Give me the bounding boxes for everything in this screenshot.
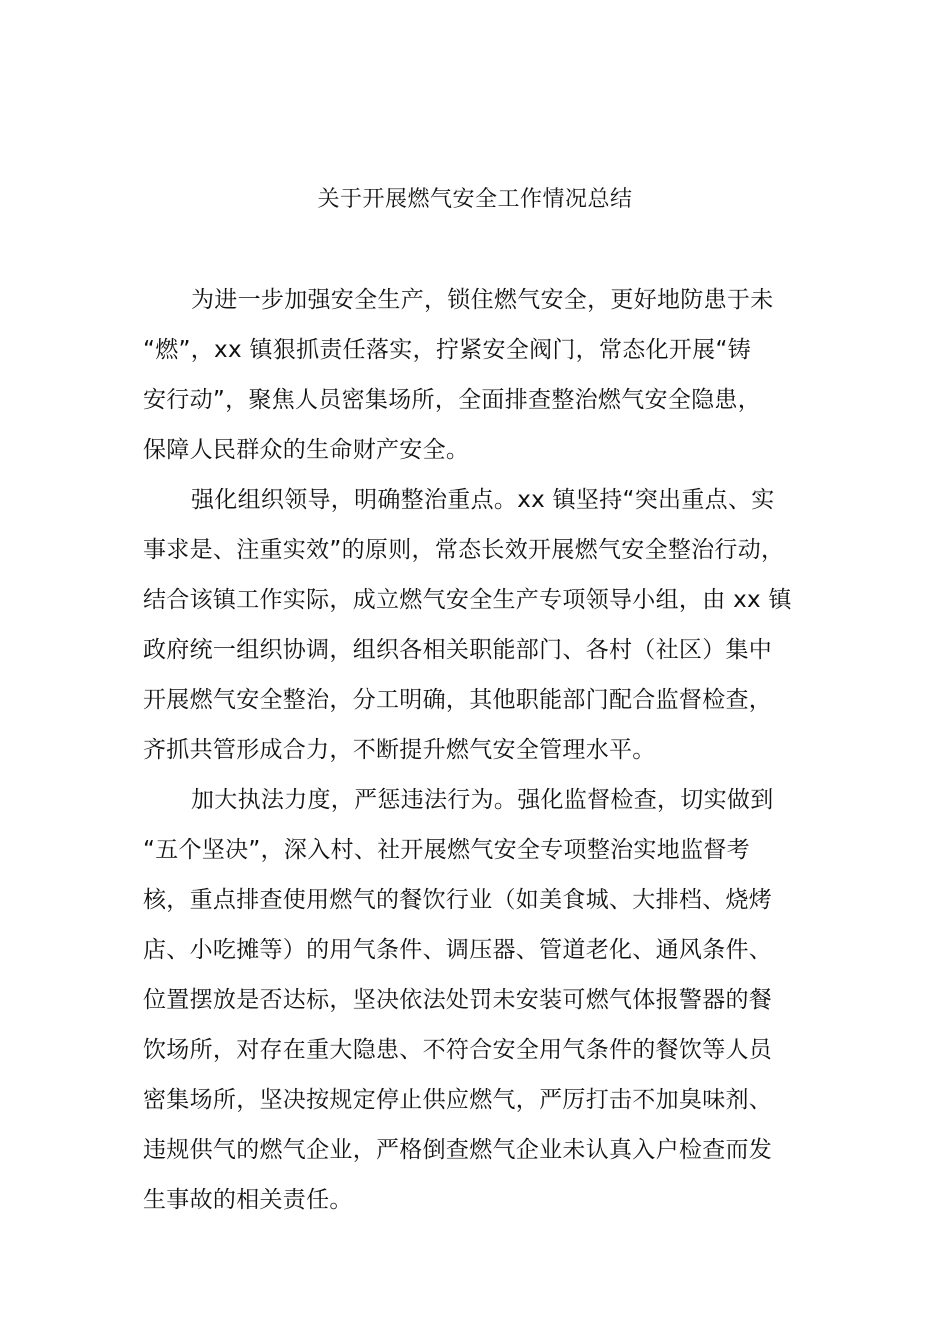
paragraph-line: 密集场所，坚决按规定停止供应燃气，严厉打击不加臭味剂、 [143,1087,773,1113]
paragraph-line: 保障人民群众的生命财产安全。 [143,437,470,463]
paragraph-line: “五个坚决”，深入村、社开展燃气安全专项整治实地监督考 [143,837,750,863]
paragraph-line: 核，重点排查使用燃气的餐饮行业（如美食城、大排档、烧烤 [143,887,773,913]
document-title: 关于开展燃气安全工作情况总结 [317,187,633,212]
document-body [143,280,823,1230]
paragraph-line: 为进一步加强安全生产，锁住燃气安全，更好地防患于未 [191,287,774,313]
paragraph-line: “燃”，xx 镇狠抓责任落实，拧紧安全阀门，常态化开展“铸 [143,337,751,363]
paragraph-line: 饮场所，对存在重大隐患、不符合安全用气条件的餐饮等人员 [143,1037,773,1063]
paragraph-line: 强化组织领导，明确整治重点。xx 镇坚持“突出重点、实 [191,487,775,513]
paragraph-line: 位置摆放是否达标，坚决依法处罚未安装可燃气体报警器的餐 [143,987,773,1013]
paragraph-line: 开展燃气安全整治，分工明确，其他职能部门配合监督检查， [143,687,773,713]
paragraph-line: 齐抓共管形成合力，不断提升燃气安全管理水平。 [143,737,656,763]
paragraph-line: 政府统一组织协调，组织各相关职能部门、各村（社区）集中 [143,637,773,663]
paragraph-line: 加大执法力度，严惩违法行为。强化监督检查，切实做到 [191,787,774,813]
paragraph-line: 生事故的相关责任。 [143,1187,353,1213]
paragraph-line: 结合该镇工作实际，成立燃气安全生产专项领导小组，由 xx 镇 [143,587,792,613]
paragraph-line: 安行动”，聚焦人员密集场所，全面排查整治燃气安全隐患， [143,387,762,413]
paragraph-line: 违规供气的燃气企业，严格倒查燃气企业未认真入户检查而发 [143,1137,773,1163]
paragraph-line: 事求是、注重实效”的原则，常态长效开展燃气安全整治行动， [143,537,785,563]
paragraph-line: 店、小吃摊等）的用气条件、调压器、管道老化、通风条件、 [143,937,773,963]
